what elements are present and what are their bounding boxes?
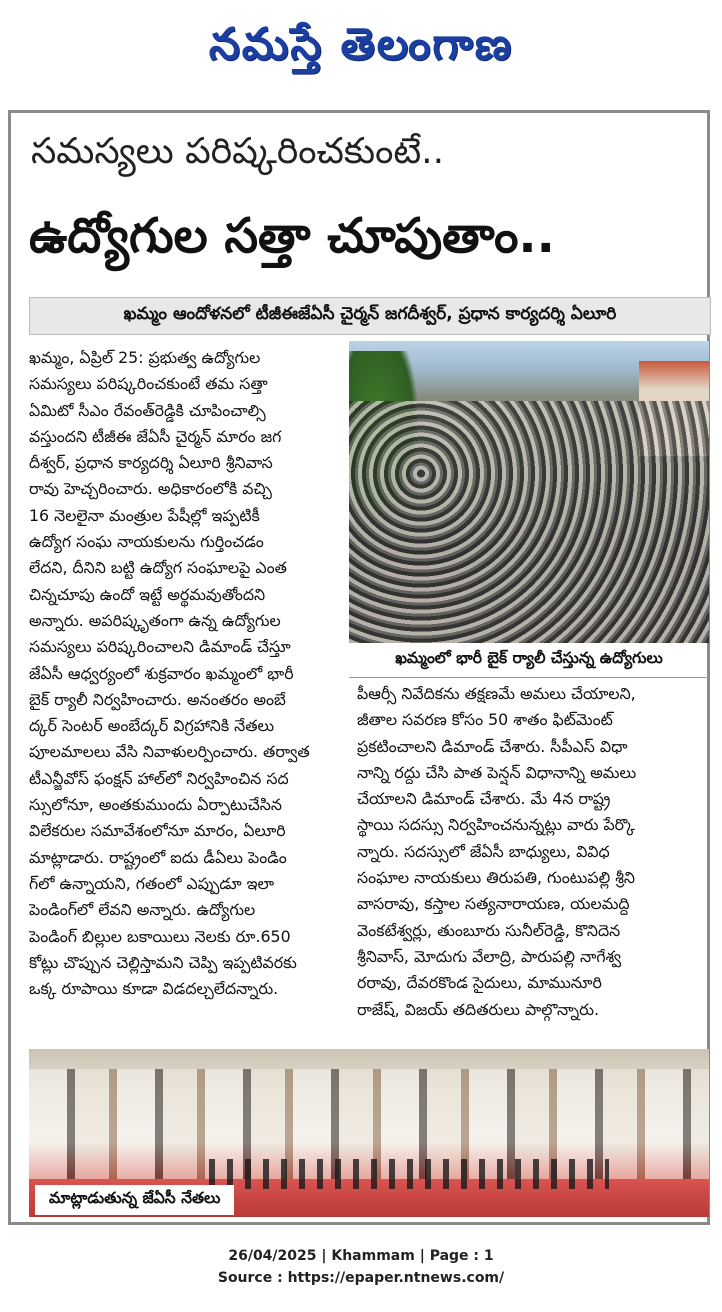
article-text-line: బైక్ ర్యాలీ నిర్వహించారు. అనంతరం అంబే: [29, 689, 286, 709]
article-text-line: సమస్యలు పరిష్కరించకుంటే తమ సత్తా: [29, 374, 268, 394]
article-text-line: కోట్లు చొప్పున చెల్లిస్తామని చెప్పి ఇప్పటివరకు: [29, 952, 297, 972]
article-frame: [8, 110, 710, 1225]
article-text-line: ద్కర్ సెంటర్ అంబేద్కర్ విగ్రహానికి నేతలు: [29, 716, 275, 736]
article-text-line: చేయాలని డిమాండ్ చేశారు. మే 4న రాష్ట్ర: [357, 789, 611, 809]
article-text-line: శ్రీనివాస్, మోదుగు వేలాద్రి, పారుపల్లి నాగేశ్వ: [357, 946, 622, 966]
article-kicker: సమస్యలు పరిష్కరించకుంటే..: [31, 131, 445, 172]
footer-date-line: 26/04/2025 | Khammam | Page : 1: [228, 1248, 494, 1264]
article-text-line: వాసరావు, కస్తాల సత్యనారాయణ, యలమద్ది: [357, 894, 630, 914]
article-text-line: సమస్యలు పరిష్కరించాలని డిమాండ్ చేస్తూ: [29, 637, 291, 657]
article-text-line: అన్నారు. అపరిష్కృతంగా ఉన్న ఉద్యోగుల: [29, 610, 281, 630]
footer-source-line: Source : https://epaper.ntnews.com/: [217, 1270, 505, 1286]
article-text-line: మాట్లాడారు. రాష్ట్రంలో ఐదు డీఏలు పెండిం: [29, 847, 287, 867]
press-meet-photo: [29, 1049, 709, 1217]
article-text-line: సంఘాల నాయకులు తిరుపతి, గుంటుపల్లి శ్రీని: [357, 868, 635, 888]
article-text-line: పీఆర్సీ నివేదికను తక్షణమే అమలు చేయాలని,: [357, 684, 636, 703]
article-text-line: దీశ్వర్, ప్రధాన కార్యదర్శి ఏలూరి శ్రీనివాస: [29, 453, 273, 473]
article-text-line: ఏమిటో సీఎం రేవంత్‌రెడ్డికి చూపించాల్సి: [29, 400, 266, 420]
article-text-line: జేఏసీ ఆధ్వర్యంలో శుక్రవారం ఖమ్మంలో భారీ: [29, 663, 294, 683]
article-text-line: స్థాయి సదస్సు నిర్వహించనున్నట్లు వారు పేర్కొ: [357, 815, 635, 835]
article-text-line: స్సులోనూ, అంతకుముందు ఏర్పాటుచేసిన: [29, 795, 282, 815]
article-text-line: 16 నెలలైనా మంత్రుల పేషీల్లో ఇప్పటికీ: [29, 505, 260, 525]
bike-rally-caption: ఖమ్మంలో భారీ బైక్ ర్యాలీ చేస్తున్న ఉద్యోగులు: [349, 643, 709, 678]
article-text-line: రాజేష్, విజయ్ తదితరులు పాల్గొన్నారు.: [357, 999, 599, 1019]
article-left-column: [29, 345, 341, 1002]
article-text-line: వస్తుందని టీజీఈ జేఏసీ చైర్మన్ మారం జగ: [29, 426, 282, 446]
article-text-line: ఒక్క రూపాయి కూడా విడదల్చలేదన్నారు.: [29, 979, 279, 999]
article-text-line: న్నారు. సదస్సులో జేఏసీ బాధ్యులు, వివిధ: [357, 841, 610, 861]
article-text-line: ఉద్యోగ సంఘ నాయకులను గుర్తించడం: [29, 532, 264, 552]
article-text-line: పూలమాలలు వేసి నివాళులర్పించారు. తర్వాత: [29, 742, 310, 762]
article-text-line: నాన్ని రద్దు చేసి పాత పెన్షన్ విధానాన్ని అమలు: [357, 762, 637, 782]
photo-microphones: [209, 1159, 609, 1189]
bike-rally-photo: [349, 341, 709, 643]
article-text-line: విలేకరుల సమావేశంలోనూ మారం, ఏలూరి: [29, 821, 286, 841]
photo-crowd: [349, 401, 709, 643]
article-text-line: గ్‌లో ఉన్నాయని, గతంలో ఎప్పుడూ ఇలా: [29, 873, 275, 893]
press-meet-caption: మాట్లాడుతున్న జేఏసీ నేతలు: [35, 1185, 234, 1215]
article-deck: ఖమ్మం ఆందోళనలో టీజీఈజేఏసీ చైర్మన్ జగదీశ్వర్, ప్రధాన కార్యదర్శి ఏలూరి: [29, 297, 711, 335]
article-text-line: పెండింగ్ బిల్లుల బకాయిలు నెలకు రూ.650: [29, 926, 291, 946]
article-text-line: ప్రకటించాలని డిమాండ్ చేశారు. సీపీఎస్ విధా: [357, 736, 628, 756]
article-text-line: టీఎన్జీవోస్ ఫంక్షన్ హాల్‌లో నిర్వహించిన సద: [29, 768, 289, 788]
newspaper-logo: నమస్తే తెలంగాణ: [208, 19, 514, 70]
masthead: [0, 0, 722, 100]
article-headline: ఉద్యోగుల సత్తా చూపుతాం..: [29, 208, 555, 264]
article-text-line: రావు హెచ్చరించారు. అధికారంలోకి వచ్చి: [29, 479, 272, 499]
page-footer: [0, 1245, 722, 1289]
article-text-line: జీతాల సవరణ కోసం 50 శాతం ఫిట్‌మెంట్: [357, 710, 613, 730]
article-text-line: చిన్నచూపు ఉందో ఇట్టే అర్థమవుతోందని: [29, 584, 266, 604]
article-text-line: పెండింగ్‌లో లేవని అన్నారు. ఉద్యోగుల: [29, 900, 256, 920]
article-right-column: [357, 681, 709, 1023]
article-text-line: ఖమ్మం, ఏప్రిల్ 25: ప్రభుత్వ ఉద్యోగుల: [29, 348, 261, 367]
article-text-line: లేదని, దీనిని బట్టి ఉద్యోగ సంఘాలపై ఎంత: [29, 558, 287, 578]
article-text-line: రరావు, దేవరకొండ సైదులు, మామునూరి: [357, 973, 602, 993]
article-text-line: వెంకటేశ్వర్లు, తుంబూరు సునీల్‌రెడ్డి, కొనిదెన: [357, 920, 621, 940]
